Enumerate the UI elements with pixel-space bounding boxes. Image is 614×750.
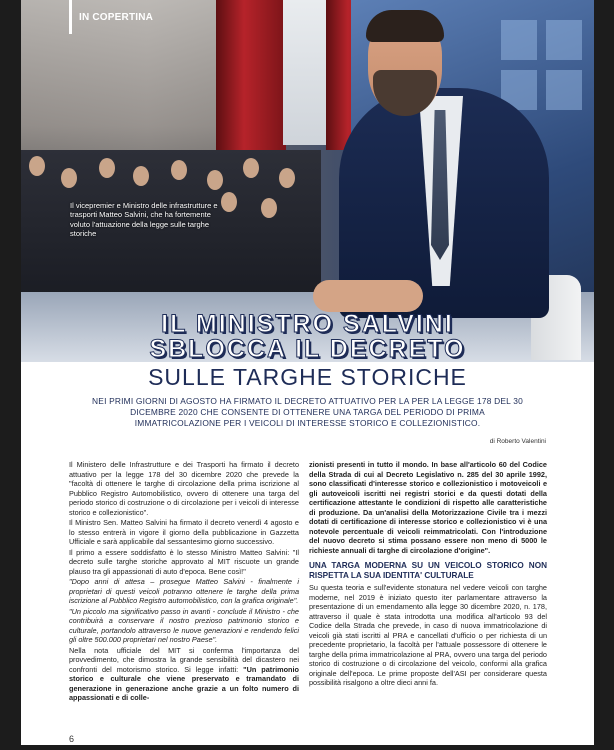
cover-photo — [21, 0, 594, 362]
section-rubric — [69, 0, 153, 34]
standfirst: NEI PRIMI GIORNI DI AGOSTO HA FIRMATO IL DECRETO ATTUATIVO PER LA PER LA LEGGE 178 DEL 30 DICEMBRE 2020 CHE CONSENTE DI OTTENERE UNA TARGA DEL PERIODO DI PRIMA IMMATRICOLAZIONE PER I VEICOLI DI INTERESSE STORICO E COLLEZIONISTICO. — [92, 396, 523, 428]
headline-line-2: SBLOCCA IL DECRETO — [149, 335, 466, 363]
magazine-page — [21, 0, 594, 745]
paragraph: Il primo a essere soddisfatto è lo stesso Ministro Matteo Salvini: "Il decreto sulle targhe storiche approvato al MIT riscuote un grande plauso tra gli appassionati di auto d'epoca. Bene così!" — [69, 547, 299, 576]
paragraph: Su questa teoria e sull'evidente stonatura nel vedere veicoli con targhe moderne, nel 2019 è iniziato questo iter parlamentare attraverso la presentazione di un emendamento alla legge 30 dicembre 2020, n. 178, attraverso il quale è stata introdotta una modifica all'articolo 93 del Codice della Strada che prevede, in caso di nuova immatricolazione di veicoli già stati iscritti al PRA e cancellati d'ufficio o per richiesta di un precedente proprietario, la facoltà per l'attuale possessore di ottenere le targhe della prima immatricolazione al PRA, ovvero una targa del periodo storico di costruzione o di circolazione del veicolo, conformi alla grafica originale dell'epoca. Le prime proposte dell'ASI per considerare questa possibilità risalgono a oltre dieci anni fa. — [309, 583, 547, 687]
paragraph: Il Ministero delle Infrastrutture e dei Trasporti ha firmato il decreto attuativo per la legge 178 del 30 dicembre 2020 che prevede la "facoltà di ottenere le targhe di circolazione della prima iscrizione al Pubblico Registro Automobilistico, ovvero di ottenere una targa del periodo storico di costruzione o di circolazione per i veicoli di interesse storico e collezionistico". — [69, 460, 299, 517]
headline-line-3: SULLE TARGHE STORICHE — [148, 364, 467, 390]
paragraph: Nella nota ufficiale del MIT si conferma l'importanza del provvedimento, che dimostra la grande sensibilità del dicastero nei confronti del motorismo storico. Si legge infatti: "Un patrimonio storico e culturale che viene preservato e tramandato di generazione in generazione anche grazie a un folto numero di appassionati e di colle- — [69, 645, 299, 702]
paragraph: zionisti presenti in tutto il mondo. In base all'articolo 60 del Codice della Strada di cui al Decreto Legislativo n. 285 del 30 aprile 1992, sono classificati d'interesse storico e collezionistico i motoveicoli e gli autoveicoli iscritti nei registri storici e da questi dotati della certificazione attestante le condizioni di rispetto alle caratteristiche di produzione. Da un'analisi della Motorizzazione Civile tra i mezzi dotati di certificazione di interesse storico e collezionistico vi è una notevole percentuale di veicoli reimmatricolati. Con l'introduzione del nuovo decreto si stima possano essere non meno di 5000 le richieste annuali di targhe di circolazione d'origine". — [309, 460, 547, 555]
photo-caption: Il vicepremier e Ministro delle infrastrutture e trasporti Matteo Salvini, che ha fortemente voluto l'attuazione della legge sulle targhe storiche — [70, 201, 218, 239]
page-number: 6 — [69, 734, 75, 744]
paragraph: Il Ministro Sen. Matteo Salvini ha firmato il decreto venerdì 4 agosto e lo stesso entrerà in vigore il giorno della pubblicazione in Gazzetta Ufficiale e sarà applicabile dal sessantesimo giorno successivo. — [69, 518, 299, 546]
article-column-right — [309, 460, 547, 689]
headline-line-1: IL MINISTRO SALVINI — [161, 310, 454, 338]
section-label: IN COPERTINA — [79, 11, 154, 23]
byline: di Roberto Valentini — [489, 438, 546, 445]
paragraph-quote: "Dopo anni di attesa – prosegue Matteo Salvini - finalmente i proprietari di questi veicoli potranno ottenere le targhe della prima iscrizione al Pubblico Registro automobilistico, con la grafica originale". — [69, 577, 299, 605]
section-subheading: UNA TARGA MODERNA SU UN VEICOLO STORICO NON RISPETTA LA SUA IDENTITA' CULTURALE — [309, 561, 547, 580]
article-column-left — [69, 460, 299, 704]
paragraph-quote: "Un piccolo ma significativo passo in avanti - conclude il Ministro - che contribuirà a conservare il nostro prezioso patrimonio storico e culturale, portandolo attraverso le nuove generazioni e rendendo felici gli oltre 500.000 proprietari nel nostro Paese". — [69, 606, 299, 644]
